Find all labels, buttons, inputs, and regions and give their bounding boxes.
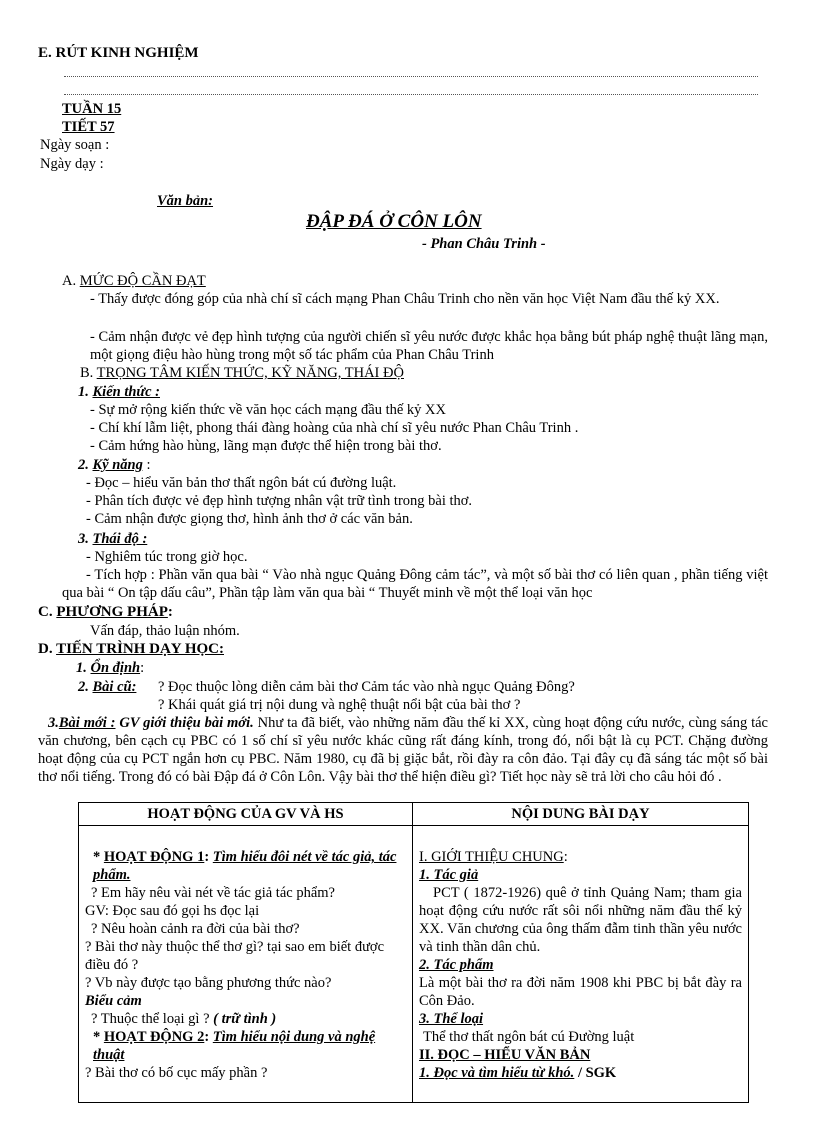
activity-2-title: Tìm hiểu nội dung và nghệ thuật	[93, 1029, 376, 1063]
skills-item-1: - Đọc – hiểu văn bản thơ thất ngôn bát cú đường luật.	[86, 475, 397, 491]
step-3-text: Như ta đã biết, vào những năm đầu thế kỉ XX, cùng hoạt động cứu nước, cùng sáng tác văn chương, bên cạch cụ PBC có 1 số chí sĩ yêu nước khác cũng rất đáng kính, trong đó, nổi bật là cụ PCT. Chặng đường hoạt động của cụ PCT ngắn hơn cụ PBC. Năm 1980, cụ đã bị giặc bắt, rồi đày ra côn đảo. Tại đây cụ đã sáng tác một số bài thơ nổi tiếng. Trong đó có bài Đập đá ở Côn Lôn. Vậy bài thơ thể hiện điều gì? Tiết học này sẽ trả lời cho câu hỏi đó .	[38, 715, 768, 785]
attitude-heading	[78, 530, 147, 548]
section-a-item-1: - Thấy được đóng góp của nhà chí sĩ cách mạng Phan Châu Trinh cho nền văn học Việt Nam đầu thế kỷ XX.	[90, 291, 720, 307]
author-text: PCT ( 1872-1926) quê ở tỉnh Quảng Nam; tham gia hoạt động cứu nước rất sôi nổi những năm đầu thế kỷ XX. Văn chương của ông thấm đẫm tinh thần yêu nước và tinh thần dân chủ.	[419, 885, 742, 955]
step-2	[78, 678, 136, 696]
left-question-4: ? Vb này được tạo bằng phương thức nào?	[85, 975, 332, 991]
section-d-title: TIẾN TRÌNH DẠY HỌC:	[56, 641, 224, 657]
step-2-question-1: ? Đọc thuộc lòng diễn cảm bài thơ Cảm tác vào nhà ngục Quảng Đông?	[158, 679, 575, 695]
activity-1-heading	[85, 848, 406, 884]
part-1-heading	[419, 848, 742, 866]
attitude-item-1: - Nghiêm túc trong giờ học.	[86, 549, 248, 565]
reading-sgk: / SGK	[574, 1065, 617, 1081]
reading-label: 1. Đọc và tìm hiểu từ khó.	[419, 1065, 575, 1081]
knowledge-item-2: - Chí khí lẫm liệt, phong thái đàng hoàng của nhà chí sĩ yêu nước Phan Châu Trinh .	[90, 420, 579, 436]
step-3-label: Bài mới :	[58, 715, 116, 731]
reading-line	[419, 1064, 742, 1082]
left-question-6: ? Bài thơ có bố cục mấy phần ?	[85, 1065, 268, 1081]
teach-date-label: Ngày dạy :	[40, 156, 104, 172]
left-question-1: ? Em hãy nêu vài nét về tác giả tác phẩm?	[91, 885, 335, 901]
activity-1-label: HOẠT ĐỘNG 1	[103, 849, 205, 865]
section-b-title: TRỌNG TÂM KIẾN THỨC, KỸ NĂNG, THÁI ĐỘ	[96, 365, 404, 381]
table-row	[79, 826, 749, 1103]
knowledge-label: Kiến thức :	[92, 384, 160, 400]
attitude-num: 3.	[78, 531, 93, 547]
skills-num: 2.	[78, 457, 93, 473]
dotted-line-1	[64, 76, 758, 77]
part-2-heading: II. ĐỌC – HIỂU VĂN BẢN	[419, 1047, 591, 1063]
step-3-num: 3.	[48, 715, 59, 731]
knowledge-num: 1.	[78, 384, 93, 400]
section-d-prefix: D.	[38, 641, 57, 657]
section-a-item-2: - Cảm nhận được vẻ đẹp hình tượng của người chiến sĩ yêu nước được khắc họa bằng bút pháp nghệ thuật lãng mạn, một giọng điệu hào hùng trong một số tác phẩm của Phan Châu Trinh	[90, 329, 768, 363]
activity-1-prefix: *	[93, 849, 104, 865]
section-b-prefix: B.	[80, 365, 97, 381]
step-1-label: Ổn định	[90, 660, 141, 676]
left-question-5-text: ? Thuộc thể loại gì ?	[91, 1011, 214, 1027]
step-2-question-2: ? Khái quát giá trị nội dung và nghệ thuật nổi bật của bài thơ ?	[158, 697, 521, 713]
step-1	[76, 659, 144, 677]
skills-item-2: - Phân tích được vẻ đẹp hình tượng nhân vật trữ tình trong bài thơ.	[86, 493, 473, 509]
left-question-3: ? Bài thơ này thuộc thể thơ gì? tại sao em biết được điều đó ?	[85, 939, 385, 973]
part-1-title: I. GIỚI THIỆU CHUNG	[419, 849, 564, 865]
work-text: Là một bài thơ ra đời năm 1908 khi PBC bị bắt đày ra Côn Đảo.	[419, 975, 742, 1009]
text-type-label: Văn bản:	[157, 193, 214, 209]
left-question-5	[85, 1010, 406, 1028]
attitude-label: Thái độ :	[92, 531, 148, 547]
activity-2-prefix: *	[93, 1029, 104, 1045]
section-d-heading	[38, 640, 224, 658]
author-subheading: 1. Tác giả	[419, 867, 479, 883]
section-c-title: PHƯƠNG PHÁP	[56, 604, 168, 620]
section-b-heading	[80, 364, 404, 382]
knowledge-item-3: - Cảm hứng hào hùng, lãng mạn được thể hiện trong bài thơ.	[90, 438, 442, 454]
prep-date-label: Ngày soạn :	[40, 137, 110, 153]
genre-text: Thể thơ thất ngôn bát cú Đường luật	[423, 1029, 635, 1045]
col-activities-header: HOẠT ĐỘNG CỦA GV VÀ HS	[79, 803, 413, 826]
left-question-5-answer: ( trữ tình )	[213, 1011, 277, 1027]
section-c-heading	[38, 603, 173, 621]
col-content-header: NỘI DUNG BÀI DẠY	[413, 803, 749, 826]
attitude-item-2: - Tích hợp : Phần văn qua bài “ Vào nhà ngục Quảng Đông cảm tác”, và một số bài thơ có liên quan , phần tiếng việt qua bài “ On tập dấu câu”, Phần tập làm văn qua bài “ Thuyết minh về một thể loại văn học	[62, 567, 768, 601]
left-bieu-cam: Biểu cảm	[85, 993, 142, 1009]
skills-item-3: - Cảm nhận được giọng thơ, hình ảnh thơ ở các văn bản.	[86, 511, 413, 527]
section-c-suffix: :	[167, 604, 173, 620]
activity-2-label: HOẠT ĐỘNG 2	[103, 1029, 205, 1045]
skills-heading	[78, 456, 151, 474]
activities-cell	[79, 826, 413, 1103]
part-1-colon: :	[563, 849, 568, 865]
step-1-num: 1.	[76, 660, 91, 676]
section-e-text: E. RÚT KINH NGHIỆM	[38, 45, 199, 61]
skills-label: Kỹ năng	[92, 457, 143, 473]
genre-subheading: 3. Thể loại	[419, 1011, 484, 1027]
step-3-paragraph	[38, 714, 768, 786]
table-header-row	[79, 803, 749, 826]
content-cell	[413, 826, 749, 1103]
step-2-label: Bài cũ:	[92, 679, 137, 695]
step-2-num: 2.	[78, 679, 93, 695]
lesson-label: TIẾT 57	[62, 119, 115, 135]
section-c-prefix: C.	[38, 604, 57, 620]
knowledge-item-1: - Sự mở rộng kiến thức về văn học cách mạng đầu thế kỷ XX	[90, 402, 446, 418]
left-question-2: ? Nêu hoàn cảnh ra đời của bài thơ?	[91, 921, 300, 937]
section-e-heading	[38, 44, 199, 62]
step-3-intro: GV giới thiệu bài mới.	[115, 715, 254, 731]
knowledge-heading	[78, 383, 160, 401]
step-1-colon: :	[140, 660, 145, 676]
lesson-table	[78, 802, 749, 1103]
activity-2-colon: :	[204, 1029, 213, 1045]
activity-2-heading	[85, 1028, 406, 1064]
section-a-heading	[62, 272, 206, 290]
dotted-line-2	[64, 94, 758, 95]
poem-title: ĐẬP ĐÁ Ở CÔN LÔN	[306, 211, 482, 232]
activity-1-colon: :	[204, 849, 213, 865]
section-a-prefix: A.	[62, 273, 80, 289]
week-label: TUẦN 15	[62, 101, 122, 117]
section-a-title: MỨC ĐỘ CẦN ĐẠT	[79, 273, 206, 289]
poem-author: - Phan Châu Trinh -	[422, 236, 546, 252]
left-gv-note: GV: Đọc sau đó gọi hs đọc lại	[85, 903, 260, 919]
section-c-text: Vấn đáp, thảo luận nhóm.	[90, 623, 240, 639]
activity-1-title: Tìm hiểu đôi nét về tác giả, tác phẩm.	[93, 849, 397, 883]
work-subheading: 2. Tác phẩm	[419, 957, 494, 973]
skills-colon: :	[142, 457, 151, 473]
